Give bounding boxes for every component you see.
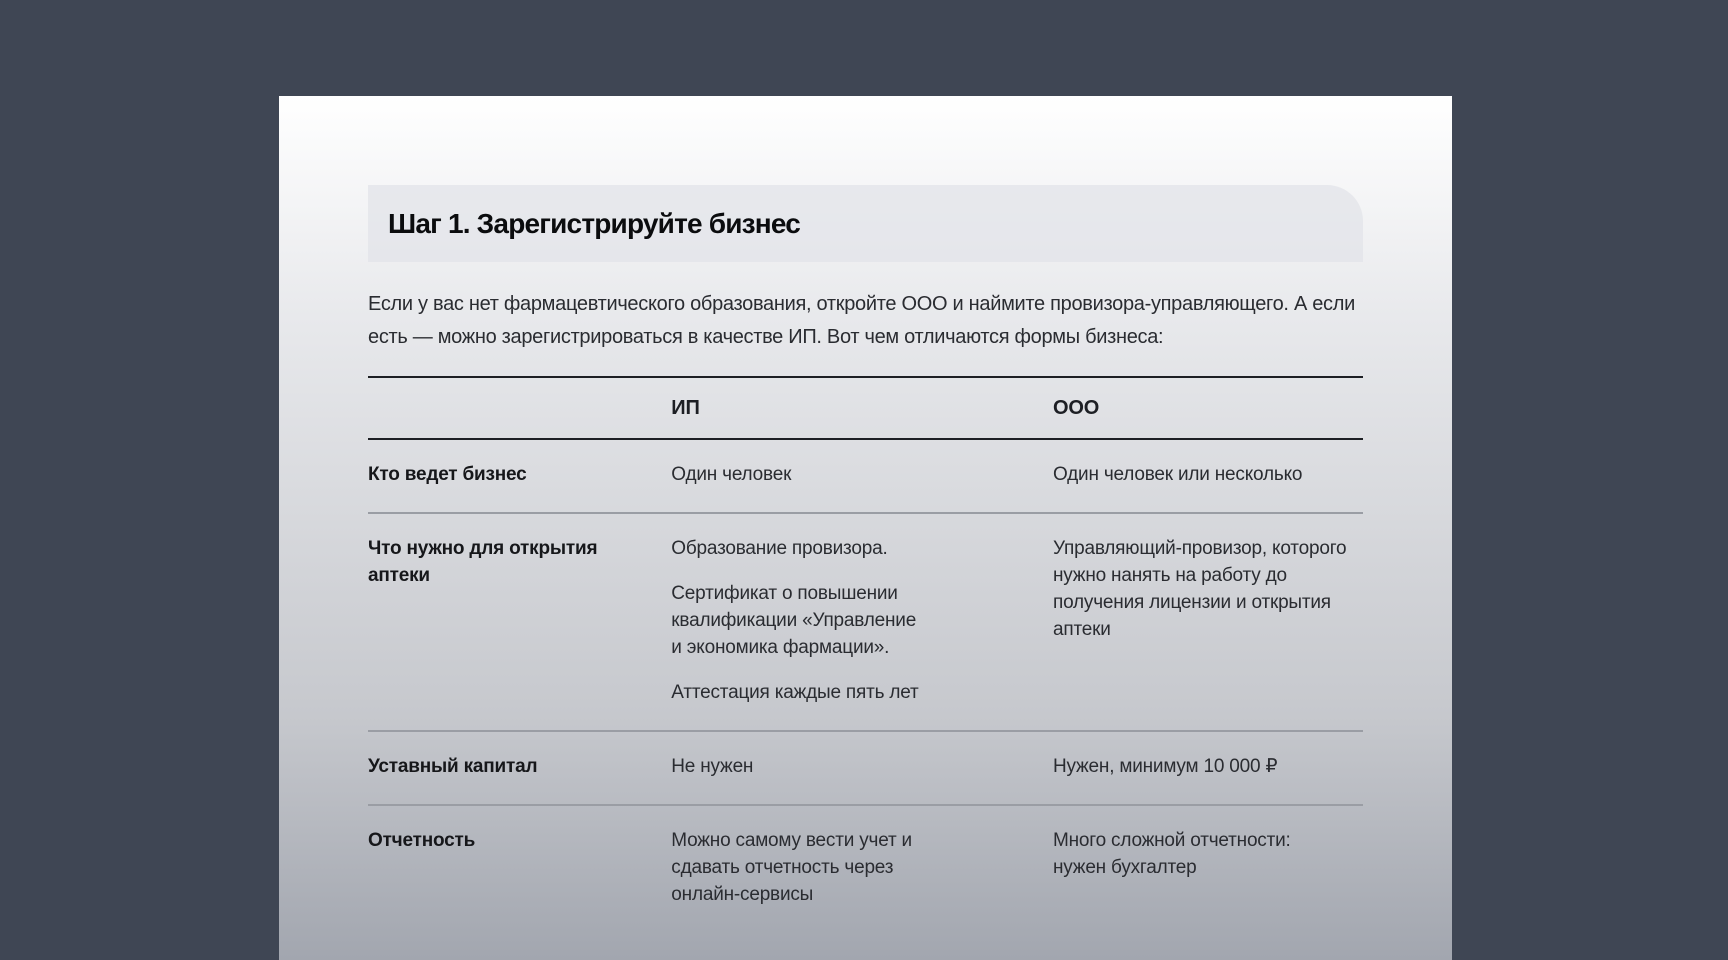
ip-text: Аттестация каждые пять лет <box>671 682 919 703</box>
table-row <box>368 805 1363 932</box>
ooo-cell <box>1053 805 1363 932</box>
ip-cell <box>671 731 1053 805</box>
ip-cell <box>671 439 1053 513</box>
ooo-text: Управляющий-провизор, которого нужно нанять на работу до получения лицензии и открытия аптеки <box>1053 538 1347 640</box>
comparison-table <box>368 376 1363 932</box>
ip-text: Можно самому вести учет и сдавать отчетность через онлайн-сервисы <box>671 830 912 905</box>
header-empty <box>368 377 671 439</box>
table-row <box>368 439 1363 513</box>
step-heading-box <box>368 185 1363 262</box>
row-label: Кто ведет бизнес <box>368 464 527 485</box>
row-label <box>368 513 671 731</box>
table-header-row <box>368 377 1363 439</box>
table-row <box>368 513 1363 731</box>
ooo-text: Много сложной отчетности: нужен бухгалтер <box>1053 830 1291 878</box>
ooo-cell: Один человек или несколько <box>1053 464 1303 485</box>
step-heading: Шаг 1. Зарегистрируйте бизнес <box>388 207 801 239</box>
ip-text: Один человек <box>671 464 792 485</box>
intro-paragraph: Если у вас нет фармацевтического образования, откройте ООО и наймите провизора-управляющего. А если есть — можно зарегистрироваться в качестве ИП. Вот чем отличаются формы бизнеса: <box>368 293 1356 348</box>
article-card <box>279 96 1452 960</box>
header-ooo: ООО <box>1053 397 1100 419</box>
ip-cell <box>671 513 1053 731</box>
row-label: Уставный капитал <box>368 756 538 777</box>
ip-text: Сертификат о повышении квалификации «Управление и экономика фармации». <box>671 583 917 658</box>
ooo-cell: Нужен, минимум 10 000 ₽ <box>1053 756 1278 777</box>
ip-text: Образование провизора. <box>671 538 888 559</box>
ip-cell <box>671 805 1053 932</box>
ooo-cell <box>1053 513 1363 731</box>
header-ip: ИП <box>671 397 700 419</box>
row-label-text: Что нужно для открытия аптеки <box>368 538 598 586</box>
row-label: Отчетность <box>368 830 476 851</box>
table-row <box>368 731 1363 805</box>
ip-text: Не нужен <box>671 756 754 777</box>
article-content <box>368 185 1363 932</box>
